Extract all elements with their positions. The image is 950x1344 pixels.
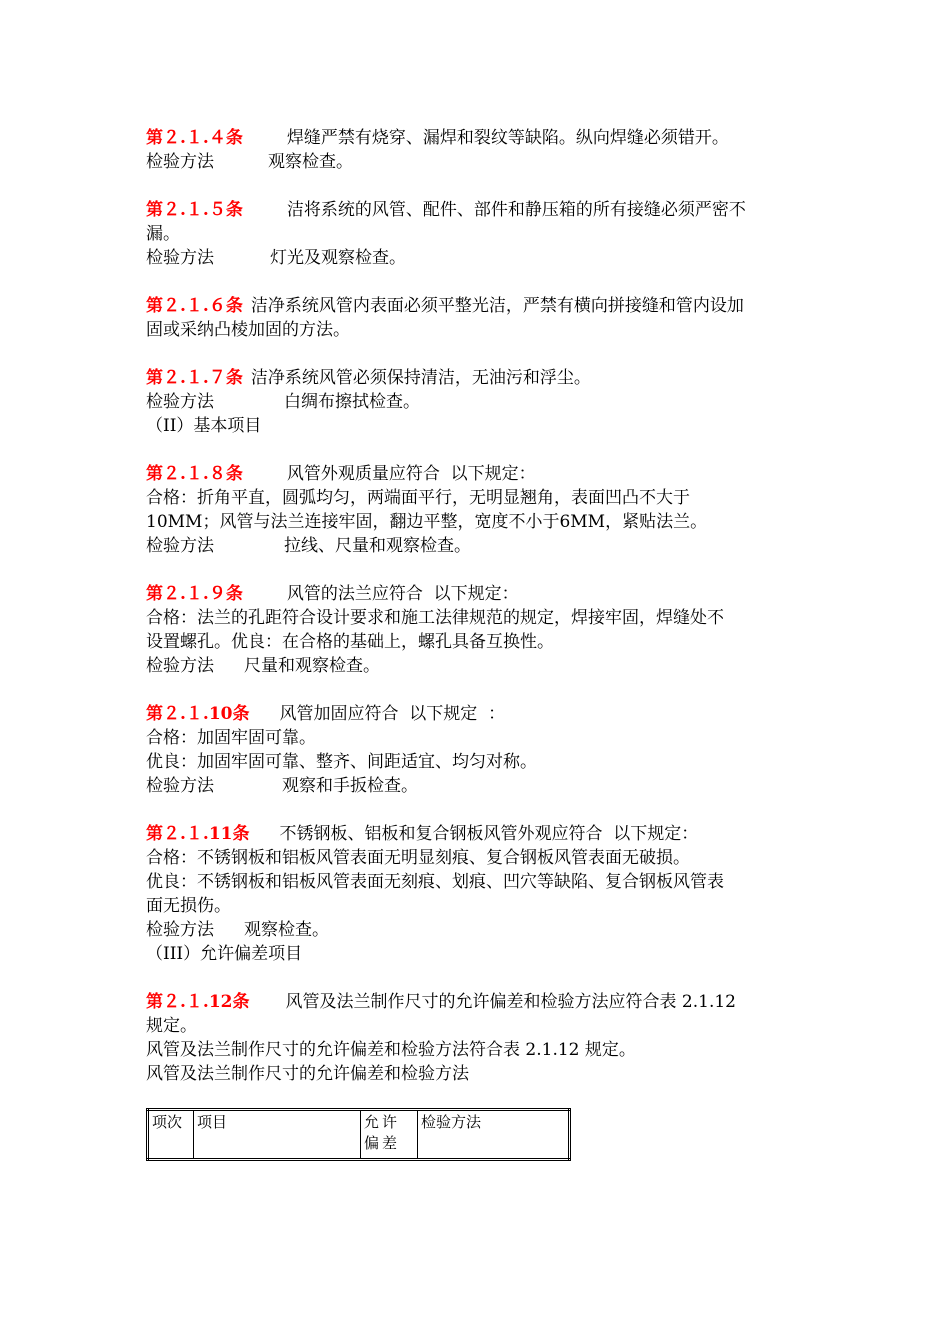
header-inspection-method: 检验方法 bbox=[418, 1110, 570, 1160]
method-label: 检验方法 bbox=[146, 392, 214, 412]
article-text-continued: 设置螺孔。优良：在合格的基础上，螺孔具备互换性。 bbox=[146, 632, 554, 652]
article-text-continued: 10MM；风管与法兰连接牢固，翻边平整，宽度不小于6MM，紧贴法兰。 bbox=[146, 512, 708, 532]
inspection-method bbox=[146, 150, 810, 174]
method-text: 拉线、尺量和观察检查。 bbox=[284, 536, 471, 556]
method-text: 灯光及观察检查。 bbox=[270, 248, 406, 268]
article-2-1-8 bbox=[146, 462, 810, 486]
method-text: 白绸布擦拭检查。 bbox=[284, 392, 420, 412]
method-text: 观察检查。 bbox=[244, 920, 329, 940]
header-allowed-deviation: 允许偏差 bbox=[361, 1110, 418, 1160]
article-2-1-5 bbox=[146, 198, 810, 222]
article-text-continued: 合格：法兰的孔距符合设计要求和施工法律规范的规定，焊接牢固，焊缝处不 bbox=[146, 608, 724, 628]
article-text: 风管加固应符合 以下规定 ： bbox=[279, 704, 506, 724]
article-text: 洁净系统风管内表面必须平整光洁，严禁有横向拼接缝和管内设加 bbox=[250, 296, 744, 316]
table-caption: 风管及法兰制作尺寸的允许偏差和检验方法 bbox=[146, 1064, 469, 1084]
article-2-1-12 bbox=[146, 990, 810, 1014]
document-page bbox=[146, 126, 810, 1161]
method-label: 检验方法 bbox=[146, 776, 214, 796]
article-text-continued: 合格：加固牢固可靠。 bbox=[146, 728, 316, 748]
article-number: 第２.１.12条 bbox=[146, 992, 250, 1012]
section-heading-allowed-deviation: （III）允许偏差项目 bbox=[146, 944, 303, 964]
inspection-method bbox=[146, 654, 810, 678]
article-text-continued: 合格：不锈钢板和铝板风管表面无明显刻痕、复合钢板风管表面无破损。 bbox=[146, 848, 690, 868]
article-text-continued: 优良：加固牢固可靠、整齐、间距适宜、均匀对称。 bbox=[146, 752, 537, 772]
article-number: 第２.１.10条 bbox=[146, 704, 250, 724]
inspection-method bbox=[146, 774, 810, 798]
article-number: 第２.１.９条 bbox=[146, 584, 243, 604]
article-2-1-7 bbox=[146, 366, 810, 390]
method-label: 检验方法 bbox=[146, 152, 214, 172]
article-text: 不锈钢板、铝板和复合钢板风管外观应符合 以下规定： bbox=[279, 824, 699, 844]
article-text: 洁净系统风管必须保持清洁，无油污和浮尘。 bbox=[250, 368, 591, 388]
inspection-method bbox=[146, 246, 810, 270]
inspection-method bbox=[146, 918, 810, 942]
article-text-continued: 面无损伤。 bbox=[146, 896, 231, 916]
article-number: 第２.１.４条 bbox=[146, 128, 243, 148]
header-item: 项目 bbox=[194, 1110, 361, 1160]
method-label: 检验方法 bbox=[146, 248, 214, 268]
inspection-method bbox=[146, 390, 810, 414]
method-text: 观察检查。 bbox=[268, 152, 353, 172]
method-label: 检验方法 bbox=[146, 536, 214, 556]
article-text-continued: 漏。 bbox=[146, 224, 180, 244]
article-text-continued: 合格：折角平直，圆弧均匀，两端面平行，无明显翘角，表面凹凸不大于 bbox=[146, 488, 690, 508]
paragraph: 风管及法兰制作尺寸的允许偏差和检验方法符合表 2.1.12 规定。 bbox=[146, 1040, 636, 1060]
method-text: 观察和手扳检查。 bbox=[282, 776, 418, 796]
article-2-1-11 bbox=[146, 822, 810, 846]
method-text: 尺量和观察检查。 bbox=[244, 656, 380, 676]
article-number: 第２.１.５条 bbox=[146, 200, 243, 220]
article-text-continued: 固或采纳凸棱加固的方法。 bbox=[146, 320, 350, 340]
deviation-table bbox=[146, 1108, 571, 1161]
article-text: 焊缝严禁有烧穿、漏焊和裂纹等缺陷。纵向焊缝必须错开。 bbox=[286, 128, 729, 148]
article-text: 洁将系统的风管、配件、部件和静压箱的所有接缝必须严密不 bbox=[286, 200, 746, 220]
article-2-1-10 bbox=[146, 702, 810, 726]
inspection-method bbox=[146, 534, 810, 558]
article-text: 风管及法兰制作尺寸的允许偏差和检验方法应符合表 2.1.12 bbox=[285, 992, 736, 1012]
article-number: 第２.１.６条 bbox=[146, 296, 243, 316]
section-heading-basic-items: （II）基本项目 bbox=[146, 416, 262, 436]
article-2-1-4 bbox=[146, 126, 810, 150]
article-text: 风管的法兰应符合 以下规定： bbox=[286, 584, 519, 604]
article-text-continued: 规定。 bbox=[146, 1016, 197, 1036]
article-2-1-9 bbox=[146, 582, 810, 606]
article-number: 第２.１.８条 bbox=[146, 464, 243, 484]
article-text: 风管外观质量应符合 以下规定： bbox=[286, 464, 536, 484]
article-text-continued: 优良：不锈钢板和铝板风管表面无刻痕、划痕、凹穴等缺陷、复合钢板风管表 bbox=[146, 872, 724, 892]
article-number: 第２.１.７条 bbox=[146, 368, 243, 388]
table-header-row bbox=[148, 1110, 570, 1160]
header-item-no: 项次 bbox=[148, 1110, 194, 1160]
method-label: 检验方法 bbox=[146, 920, 214, 940]
method-label: 检验方法 bbox=[146, 656, 214, 676]
article-2-1-6 bbox=[146, 294, 810, 318]
article-number: 第２.１.11条 bbox=[146, 824, 250, 844]
